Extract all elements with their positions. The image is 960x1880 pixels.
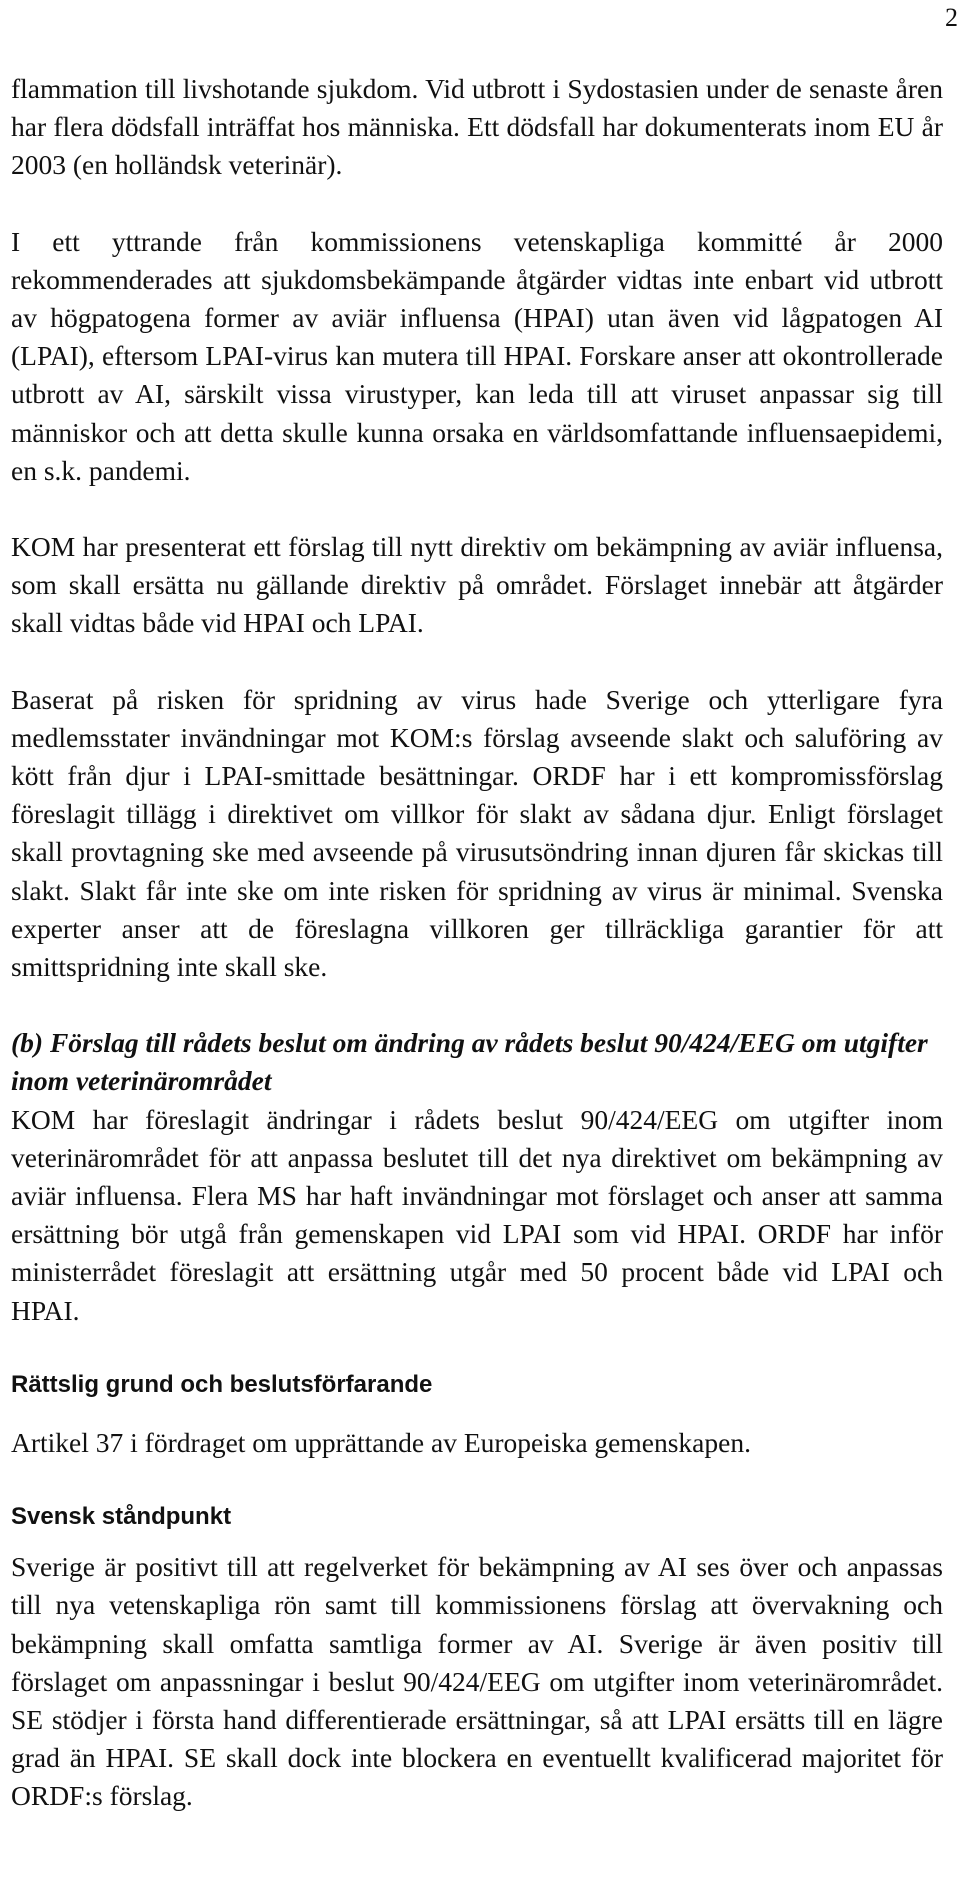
swedish-position-heading: Svensk ståndpunkt [11,1503,232,1531]
swedish-position-section [11,1502,943,1815]
page-number: 2 [945,3,958,32]
section-b-heading: (b) Förslag till rådets beslut om ändring av rådets beslut 90/424/EEG om utgifter inom veterinärområdet [11,1027,928,1097]
section-b-body: KOM har föreslagit ändringar i rådets beslut 90/424/EEG om utgifter inom veterinärområdet för att anpassa beslutet till det nya direktivet om bekämpning av aviär influensa. Flera MS har haft invändningar mot förslaget och anser att samma ersättning bör utgå från gemenskapen vid LPAI som vid HPAI. ORDF har inför ministerrådet föreslagit att ersättning utgår med 50 procent både vid LPAI och HPAI. [11,1103,943,1326]
legal-basis-section [11,1370,943,1462]
swedish-position-body: Sverige är positivt till att regelverket för bekämpning av AI ses över och anpassas till nya vetenskapliga rön samt till kommissionens förslag att övervakning och bekämpning skall omfatta samtliga former av AI. Sverige är även positiv till förslaget om anpassningar i beslut 90/424/EEG om utgifter inom veterinärområdet. SE stödjer i första hand differentierade ersättningar, så att LPAI ersätts till en lägre grad än HPAI. SE skall dock inte blockera en eventuellt kvalificerad majoritet för ORDF:s förslag. [11,1551,943,1812]
paragraph-kom-proposal: KOM har presenterat ett förslag till nytt direktiv om bekämpning av aviär influensa, som skall ersätta nu gällande direktiv på området. Förslaget innebär att åtgärder skall vidtas både vid HPAI och LPAI. [11,531,943,639]
document-body [11,70,943,1816]
legal-basis-body: Artikel 37 i fördraget om upprättande av Europeiska gemenskapen. [11,1426,751,1458]
paragraph-risk-objections: Baserat på risken för spridning av virus hade Sverige och ytterligare fyra medlemsstater invändningar mot KOM:s förslag avseende slakt och saluföring av kött från djur i LPAI-smittade besättningar. ORDF har i ett kompromissförslag föreslagit tillägg i direktivet om villkor för slakt av sådana djur. Enligt förslaget skall provtagning ske med avseende på virusutsöndring innan djuren får skickas till slakt. Slakt får inte ske om inte risken för spridning av virus är minimal. Svenska experter anser att de föreslagna villkoren ger tillräckliga garantier för att smittspridning inte skall ske. [11,683,943,983]
paragraph-committee-statement: I ett yttrande från kommissionens vetenskapliga kommitté år 2000 rekommenderades att sjukdomsbekämpande åtgärder vidtas inte enbart vid utbrott av högpatogena former av aviär influensa (HPAI) utan även vid lågpatogen AI (LPAI), eftersom LPAI-virus kan mutera till HPAI. Forskare anser att okontrollerade utbrott av AI, särskilt vissa virustyper, kan leda till att viruset anpassar sig till människor och att detta skulle kunna orsaka en världsomfattande influensaepidemi, en s.k. pandemi. [11,225,943,486]
paragraph-intro: flammation till livshotande sjukdom. Vid utbrott i Sydostasien under de senaste åren har flera dödsfall inträffat hos människa. Ett dödsfall har dokumenterats inom EU år 2003 (en holländsk veterinär). [11,73,943,181]
legal-basis-heading: Rättslig grund och beslutsförfarande [11,1370,433,1398]
section-b [11,1024,943,1330]
